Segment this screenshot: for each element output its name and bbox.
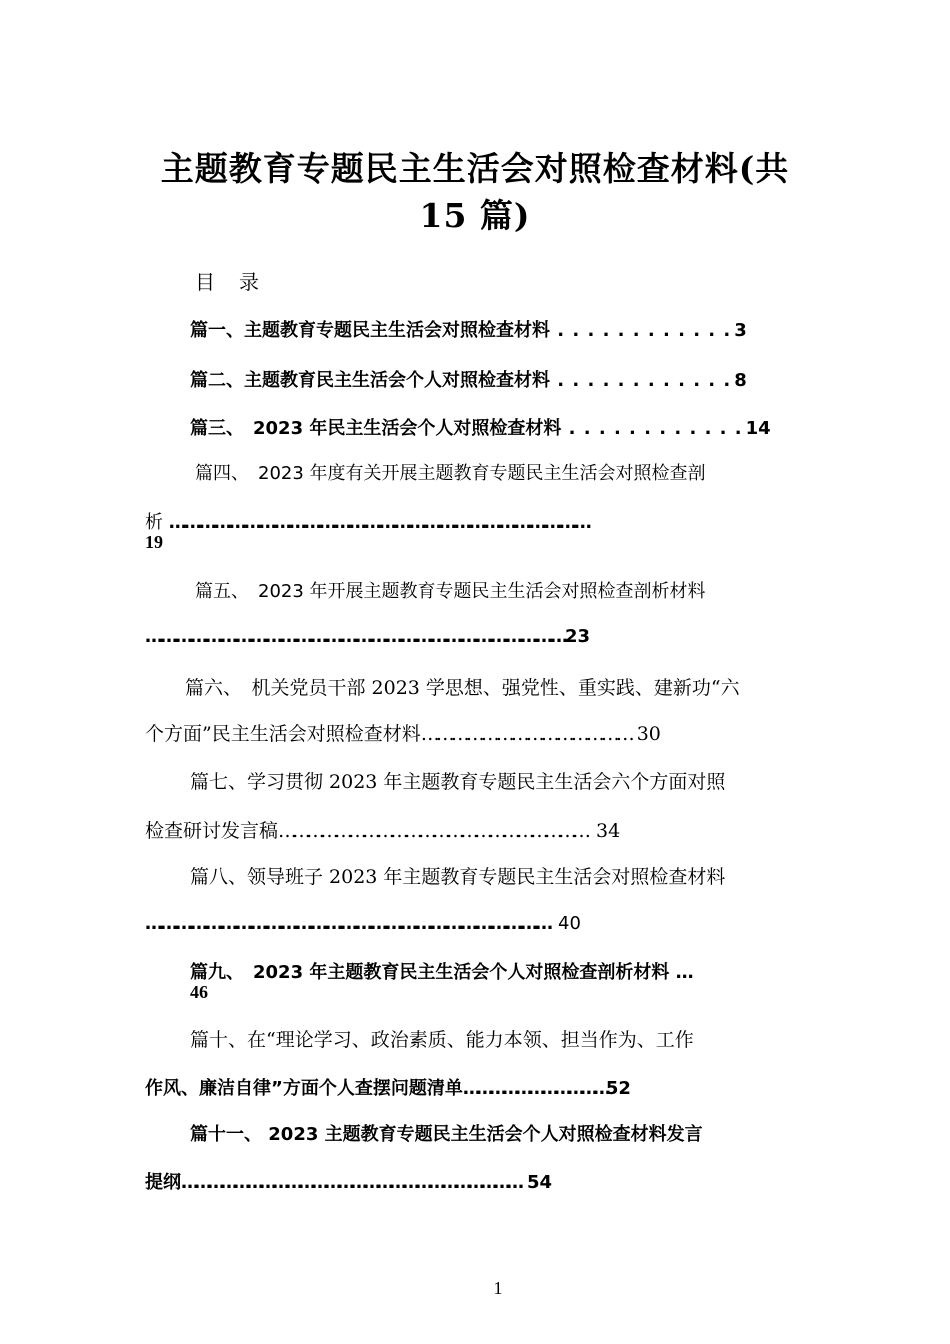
toc-entry-11-leader: …………………………………………………………………… <box>181 1172 519 1193</box>
toc-entry-11-line-2[interactable] <box>145 1168 552 1194</box>
toc-entry-10-leader: …………………………… <box>462 1078 606 1099</box>
toc-entry-10-page: 52 <box>605 1078 631 1099</box>
toc-heading: 目 录 <box>195 270 261 294</box>
toc-entry-1[interactable] <box>190 316 747 342</box>
toc-entry-6-leader: …………………………………… <box>420 723 631 745</box>
toc-entry-4-leader: ………………………………………………………………………… <box>168 512 589 533</box>
toc-entry-8-line-2[interactable] <box>145 913 581 934</box>
document-title-line-1: 主题教育专题民主生活会对照检查材料(共 <box>160 149 790 188</box>
toc-entry-1-leader: . . . . . . . . . . . . <box>550 320 732 341</box>
toc-entry-4-line-2[interactable] <box>145 508 589 534</box>
toc-entry-6-line-1[interactable]: 篇六、 机关党员干部 2023 学思想、强党性、重实践、建新功“六 <box>185 677 740 699</box>
toc-entry-6-line-2[interactable] <box>145 719 661 746</box>
toc-entry-2-leader: . . . . . . . . . . . . <box>550 370 732 391</box>
toc-entry-5-leader: ………………………………………………………………………… <box>145 626 565 647</box>
toc-entry-9[interactable] <box>190 958 694 984</box>
toc-entry-4-page: 19 <box>145 532 163 552</box>
document-title-line-2: 15 篇) <box>419 196 531 235</box>
toc-entry-3-text: 篇三、 2023 年民主生活会个人对照检查材料 <box>190 418 562 439</box>
toc-entry-11-line-1[interactable]: 篇十一、 2023 主题教育专题民主生活会个人对照检查材料发言 <box>190 1124 703 1145</box>
toc-entry-9-page: 46 <box>190 982 208 1002</box>
toc-entry-10-text: 作风、廉洁自律”方面个人查摆问题清单 <box>145 1078 463 1099</box>
toc-entry-6-text: 个方面”民主生活会对照检查材料 <box>145 723 421 745</box>
toc-entry-2-text: 篇二、主题教育民主生活会个人对照检查材料 <box>190 370 550 391</box>
toc-entry-7-leader: ………………………………………………………… <box>278 820 587 842</box>
toc-entry-4-text: 析 <box>145 512 163 533</box>
toc-entry-6-page: 30 <box>636 723 661 745</box>
toc-entry-8-leader: ……………………………………………………………………… <box>145 913 550 934</box>
toc-entry-1-text: 篇一、主题教育专题民主生活会对照检查材料 <box>190 320 550 341</box>
toc-entry-8-page: 40 <box>558 913 581 934</box>
toc-entry-8-line-1[interactable]: 篇八、领导班子 2023 年主题教育专题民主生活会对照检查材料 <box>190 866 726 888</box>
toc-entry-9-text: 篇九、 2023 年主题教育民主生活会个人对照检查剖析材料 <box>190 962 670 983</box>
toc-entry-4-line-1[interactable]: 篇四、 2023 年度有关开展主题教育专题民主生活会对照检查剖 <box>195 463 706 484</box>
toc-entry-5-page: 23 <box>565 626 591 647</box>
toc-entry-2[interactable] <box>190 366 747 392</box>
toc-entry-7-page: 34 <box>596 820 621 842</box>
toc-entry-10-line-1[interactable]: 篇十、在“理论学习、政治素质、能力本领、担当作为、工作 <box>190 1029 694 1051</box>
toc-entry-7-line-1[interactable]: 篇七、学习贯彻 2023 年主题教育专题民主生活会六个方面对照 <box>190 771 726 793</box>
toc-entry-11-page: 54 <box>527 1172 553 1193</box>
toc-entry-1-page: 3 <box>734 320 747 341</box>
toc-entry-3-page: 14 <box>745 418 771 439</box>
toc-entry-7-line-2[interactable] <box>145 816 620 843</box>
toc-entry-5-line-1[interactable]: 篇五、 2023 年开展主题教育专题民主生活会对照检查剖析材料 <box>195 581 706 602</box>
toc-entry-2-page: 8 <box>734 370 747 391</box>
page-number: 1 <box>493 1278 503 1298</box>
toc-entry-9-leader: … <box>669 962 694 983</box>
toc-entry-3-leader: . . . . . . . . . . . . <box>561 418 743 439</box>
toc-entry-10-line-2[interactable] <box>145 1074 631 1100</box>
toc-entry-3[interactable] <box>190 414 771 440</box>
toc-entry-11-text: 提纲 <box>145 1172 181 1193</box>
toc-entry-7-text: 检查研讨发言稿 <box>145 820 279 842</box>
toc-entry-5-line-2[interactable] <box>145 626 590 647</box>
